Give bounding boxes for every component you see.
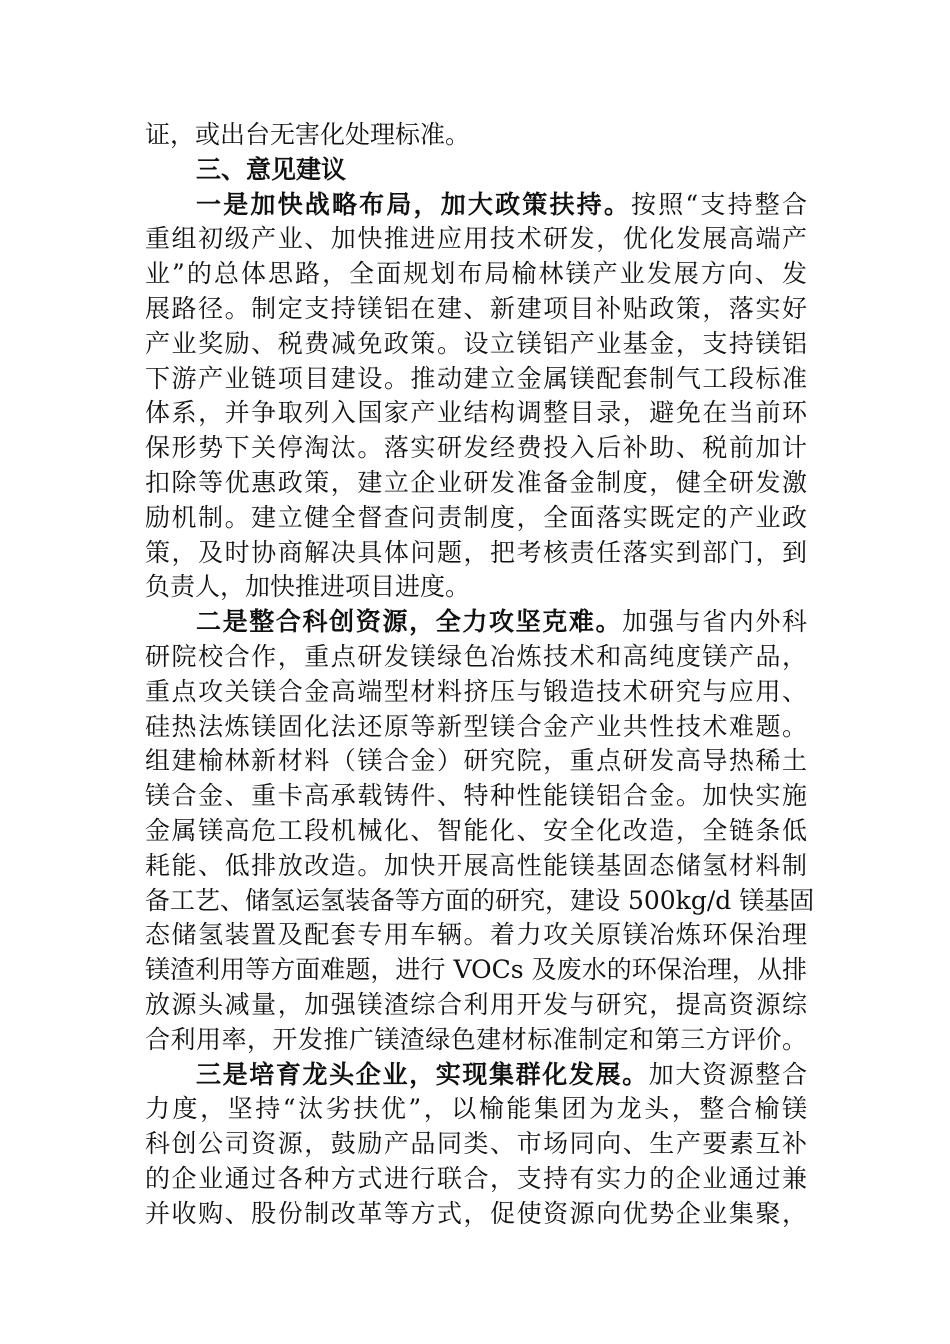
- bold-lead-text: 二是整合科创资源，全力攻坚克难。: [196, 607, 623, 637]
- text-line: [145, 153, 807, 188]
- text-line: [145, 501, 807, 536]
- document-page: [145, 118, 815, 1232]
- bold-lead-text: 三、意见建议: [196, 154, 347, 184]
- line-text: 加强与省内外科: [622, 607, 807, 637]
- text-line: [145, 988, 807, 1023]
- line-text: 业”的总体思路，全面规划布局榆林镁产业发展方向、发: [145, 259, 807, 289]
- text-line: [145, 570, 807, 605]
- text-line: [145, 1162, 807, 1197]
- text-line: [145, 1092, 807, 1127]
- line-text: 扣除等优惠政策，建立企业研发准备金制度，健全研发激: [145, 467, 807, 497]
- line-text: 负责人，加快推进项目进度。: [145, 572, 471, 602]
- line-text: 重组初级产业、加快推进应用技术研发，优化发展高端产: [145, 224, 807, 254]
- text-line: [145, 396, 807, 431]
- text-line: [145, 118, 807, 153]
- line-text: 励机制。建立健全督查问责制度，全面落实既定的产业政: [145, 502, 807, 532]
- text-line: [145, 1127, 807, 1162]
- line-text: 证，或出台无害化处理标准。: [145, 120, 471, 149]
- line-text: 金属镁高危工段机械化、智能化、安全化改造，全链条低: [145, 815, 807, 845]
- line-text: 重点攻关镁合金高端型材料挤压与锻造技术研究与应用、: [145, 676, 807, 706]
- text-line: [145, 1023, 807, 1058]
- line-text: 加大资源整合: [648, 1059, 807, 1089]
- text-line: [145, 640, 807, 675]
- text-line: [145, 292, 807, 327]
- line-text: 按照“支持整合: [631, 189, 807, 219]
- line-text: 的企业通过各种方式进行联合，支持有实力的企业通过兼: [145, 1163, 807, 1193]
- text-line: [145, 362, 807, 397]
- line-text: 组建榆林新材料（镁合金）研究院，重点研发高导热稀土: [145, 746, 807, 776]
- line-text: 产业奖励、税费减免政策。设立镁铝产业基金，支持镁铝: [145, 328, 807, 358]
- line-text: 体系，并争取列入国家产业结构调整目录，避免在当前环: [145, 398, 807, 428]
- line-text: 镁渣利用等方面难题，进行 VOCs 及废水的环保治理，从排: [145, 955, 807, 985]
- text-line: [145, 675, 807, 710]
- bold-lead-text: 一是加快战略布局，加大政策扶持。: [196, 189, 632, 219]
- text-line: [145, 188, 807, 223]
- line-text: 并收购、股份制改革等方式，促使资源向优势企业集聚，: [145, 1198, 807, 1228]
- text-line: [145, 918, 807, 953]
- line-text: 镁合金、重卡高承载铸件、特种性能镁铝合金。加快实施: [145, 781, 807, 811]
- text-line: [145, 327, 807, 362]
- line-text: 耗能、低排放改造。加快开展高性能镁基固态储氢材料制: [145, 850, 807, 880]
- text-line: [145, 884, 815, 919]
- bold-lead-text: 三是培育龙头企业，实现集群化发展。: [196, 1059, 649, 1089]
- line-text: 展路径。制定支持镁铝在建、新建项目补贴政策，落实好: [145, 293, 807, 323]
- text-line: [145, 466, 807, 501]
- text-line: [145, 849, 807, 884]
- text-line: [145, 1058, 807, 1093]
- line-text: 放源头减量，加强镁渣综合利用开发与研究，提高资源综: [145, 989, 807, 1019]
- line-text: 备工艺、储氢运氢装备等方面的研究，建设 500kg/d 镁基固: [145, 885, 815, 915]
- text-line: [145, 222, 807, 257]
- text-line: [145, 744, 807, 779]
- line-text: 力度，坚持“汰劣扶优”，以榆能集团为龙头，整合榆镁: [145, 1094, 807, 1124]
- line-text: 研院校合作，重点研发镁绿色冶炼技术和高纯度镁产品，: [145, 641, 807, 671]
- text-line: [145, 536, 807, 571]
- text-line: [145, 814, 807, 849]
- line-text: 下游产业链项目建设。推动建立金属镁配套制气工段标准: [145, 363, 807, 393]
- text-line: [145, 257, 807, 292]
- line-text: 硅热法炼镁固化法还原等新型镁合金产业共性技术难题。: [145, 711, 807, 741]
- line-text: 态储氢装置及配套专用车辆。着力攻关原镁冶炼环保治理: [145, 920, 807, 950]
- line-text: 合利用率，开发推广镁渣绿色建材标准制定和第三方评价。: [145, 1024, 807, 1054]
- text-line: [145, 605, 807, 640]
- text-line: [145, 431, 807, 466]
- text-line: [145, 953, 807, 988]
- line-text: 科创公司资源，鼓励产品同类、市场同向、生产要素互补: [145, 1129, 807, 1159]
- text-line: [145, 779, 807, 814]
- text-line: [145, 710, 807, 745]
- text-line: [145, 1197, 807, 1232]
- line-text: 保形势下关停淘汰。落实研发经费投入后补助、税前加计: [145, 433, 807, 463]
- line-text: 策，及时协商解决具体问题，把考核责任落实到部门，到: [145, 537, 807, 567]
